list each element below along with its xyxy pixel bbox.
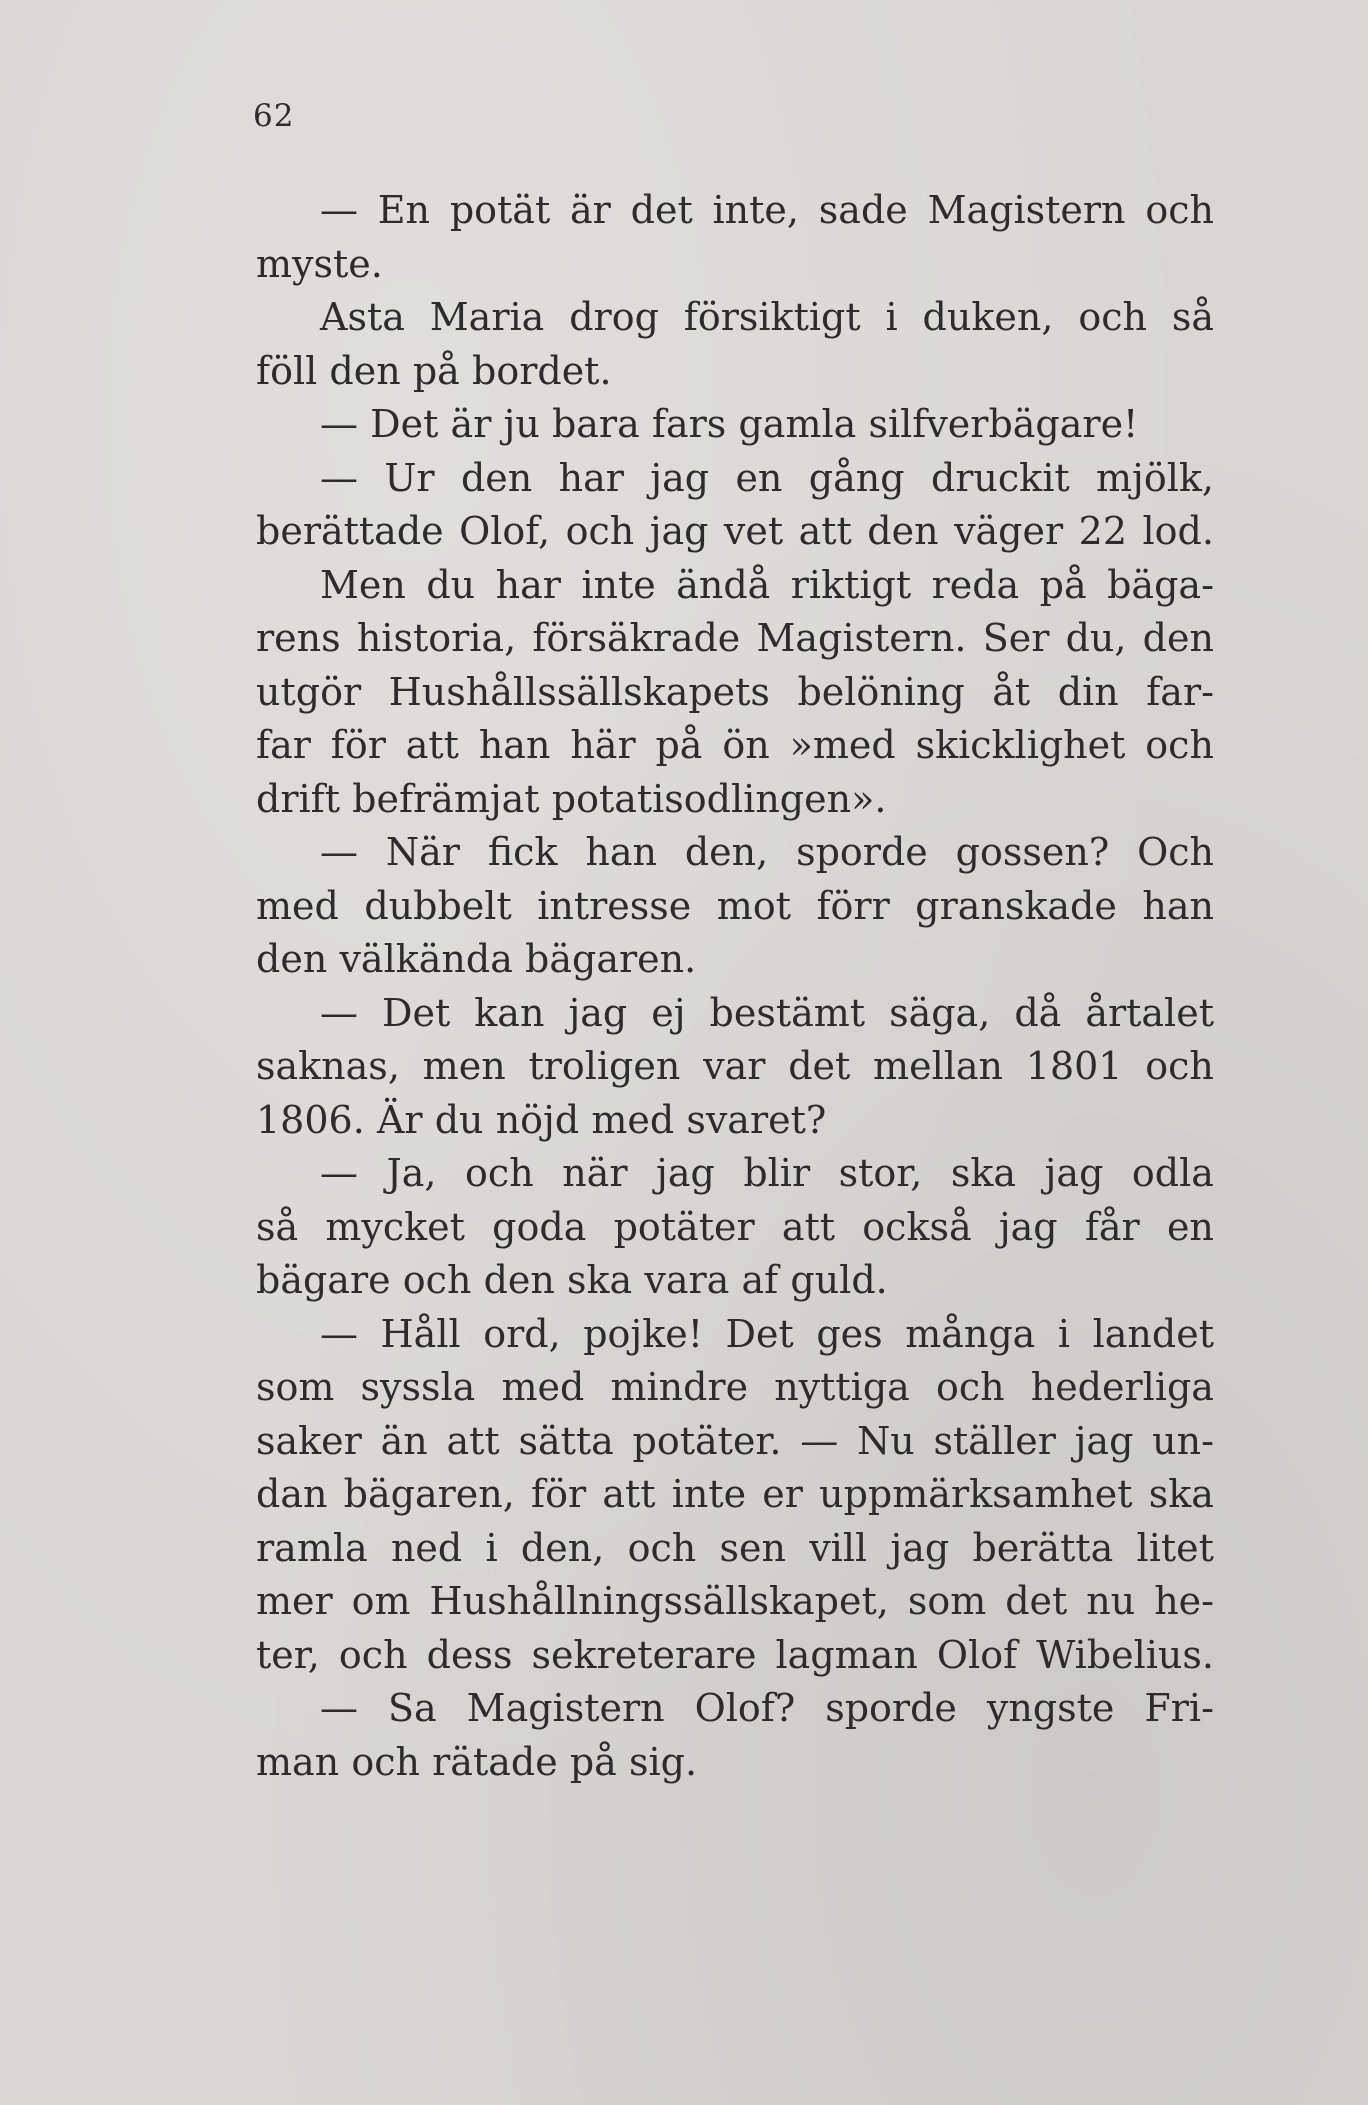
- word: i: [1057, 1311, 1071, 1356]
- word: ju: [503, 402, 540, 446]
- text-line: [256, 1682, 1214, 1736]
- word: Magistern: [927, 188, 1126, 232]
- word: Sa: [387, 1686, 437, 1730]
- word: saker: [256, 1418, 362, 1463]
- word: 22: [1078, 509, 1127, 553]
- word: mindre: [610, 1365, 749, 1409]
- word: han: [1142, 883, 1214, 928]
- text-line: [256, 666, 1214, 720]
- text-line: [256, 719, 1214, 773]
- word: försäkrade: [532, 616, 741, 660]
- word: och: [402, 1258, 472, 1302]
- text-line: [256, 1147, 1214, 1201]
- text-line: [256, 291, 1214, 345]
- word: på: [412, 348, 460, 393]
- word: välkända: [339, 937, 513, 981]
- word: Fri-: [1144, 1686, 1214, 1730]
- word: försiktigt: [683, 295, 861, 339]
- word: i: [885, 295, 898, 339]
- word: och: [1145, 1044, 1214, 1088]
- word: 1806.: [256, 1097, 365, 1142]
- word: att: [798, 509, 852, 553]
- word: När: [385, 830, 460, 874]
- word: och: [338, 1632, 408, 1677]
- word: nu: [1086, 1579, 1136, 1623]
- word: potäter: [613, 1204, 755, 1249]
- body-text: [256, 184, 1214, 1789]
- word: jag: [650, 455, 710, 500]
- word: bordet.: [472, 348, 612, 393]
- word: den: [1142, 616, 1214, 660]
- word: den,: [520, 1525, 605, 1570]
- word: din: [1057, 669, 1119, 714]
- word: fars: [651, 402, 727, 446]
- word: också: [862, 1204, 972, 1249]
- word: ter,: [256, 1632, 320, 1677]
- word: den,: [684, 830, 769, 874]
- text-line: [256, 1522, 1214, 1576]
- word: sätta: [518, 1418, 614, 1463]
- word: syssla: [360, 1365, 476, 1409]
- word: nöjd: [495, 1097, 580, 1142]
- word: för: [531, 1472, 587, 1516]
- word: så: [256, 1204, 299, 1249]
- word: ska: [950, 1151, 1017, 1195]
- word: och: [465, 1151, 534, 1195]
- word: inte: [581, 562, 656, 607]
- word: Olof: [936, 1632, 1018, 1677]
- word: potät: [449, 188, 551, 232]
- word: som: [907, 1579, 987, 1623]
- text-line: [256, 184, 1214, 238]
- word: lagman: [775, 1632, 918, 1677]
- word: far: [256, 723, 311, 767]
- word: ej: [651, 990, 686, 1035]
- word: bägaren,: [343, 1472, 515, 1516]
- word: förr: [816, 883, 890, 928]
- word: gång: [808, 455, 905, 500]
- word: Ur: [384, 455, 435, 500]
- word: reda: [931, 562, 1020, 607]
- word: jag: [890, 1525, 950, 1570]
- word: riktigt: [790, 562, 912, 607]
- word: Magistern: [466, 1686, 665, 1730]
- word: Hushållssällskapets: [388, 669, 770, 714]
- text-line: [256, 987, 1214, 1041]
- word: Maria: [429, 295, 545, 339]
- word: potäter.: [632, 1418, 782, 1463]
- word: mot: [716, 883, 791, 928]
- word: bägaren.: [525, 937, 697, 981]
- text-line: [256, 1094, 1214, 1148]
- word: 1801: [1025, 1044, 1123, 1088]
- word: och: [1078, 295, 1147, 339]
- word: Olof,: [459, 509, 551, 553]
- text-line: [256, 452, 1214, 506]
- word: jag: [656, 1151, 715, 1195]
- word: uppmärksamhet: [819, 1472, 1133, 1516]
- word: Hushållningssällskapet,: [429, 1579, 889, 1623]
- word: för: [330, 723, 386, 767]
- word: belöning: [797, 669, 965, 714]
- word: troligen: [528, 1044, 681, 1088]
- text-line: [256, 505, 1214, 559]
- word: skicklighet: [915, 723, 1126, 767]
- word: blir: [743, 1151, 811, 1195]
- word: men: [422, 1044, 506, 1088]
- word: här: [570, 723, 636, 767]
- word: —: [320, 830, 358, 874]
- text-line: [256, 612, 1214, 666]
- text-line: [256, 1040, 1214, 1094]
- word: sen: [719, 1525, 786, 1570]
- word: den: [256, 937, 328, 981]
- text-line: [256, 1736, 1214, 1790]
- word: jag: [649, 509, 709, 553]
- word: är: [450, 402, 492, 446]
- word: på: [1039, 562, 1087, 607]
- word: —: [320, 990, 358, 1035]
- word: det: [788, 1044, 851, 1088]
- word: berätta: [972, 1525, 1114, 1570]
- word: ned: [390, 1525, 463, 1570]
- word: goda: [492, 1204, 587, 1249]
- word: Magistern.: [756, 616, 967, 660]
- word: —: [320, 1311, 358, 1356]
- word: jag: [1044, 1151, 1104, 1195]
- word: silfverbägare!: [868, 402, 1139, 446]
- word: af: [741, 1258, 779, 1302]
- word: rätade: [432, 1739, 558, 1784]
- word: att: [781, 1204, 836, 1249]
- word: myste.: [256, 241, 383, 286]
- word: druckit: [930, 455, 1070, 500]
- word: ställer: [933, 1418, 1056, 1463]
- word: er: [762, 1472, 803, 1516]
- word: utgör: [256, 669, 362, 714]
- word: befrämjat: [352, 776, 540, 821]
- word: fick: [487, 830, 558, 874]
- word: »med: [789, 723, 896, 767]
- word: den: [329, 348, 401, 393]
- text-line: [256, 345, 1214, 399]
- word: vet: [723, 509, 784, 553]
- word: duken,: [922, 295, 1054, 339]
- word: det: [630, 188, 693, 232]
- word: drog: [569, 295, 659, 339]
- word: Ja,: [386, 1151, 437, 1195]
- word: granskade: [915, 883, 1117, 928]
- word: yngste: [986, 1686, 1115, 1730]
- word: det: [1005, 1579, 1068, 1623]
- word: inte,: [712, 188, 799, 232]
- word: sporde: [796, 830, 928, 874]
- word: att: [446, 1418, 500, 1463]
- word: årtalet: [1085, 990, 1214, 1035]
- word: guld.: [790, 1258, 888, 1302]
- word: Nu: [857, 1418, 915, 1463]
- word: lod.: [1142, 509, 1214, 553]
- word: stor,: [838, 1151, 923, 1195]
- word: Håll: [380, 1311, 461, 1356]
- word: bestämt: [709, 990, 866, 1035]
- text-line: [256, 1201, 1214, 1255]
- word: saknas,: [256, 1044, 400, 1088]
- word: bäga-: [1107, 562, 1214, 607]
- word: på: [655, 723, 703, 767]
- word: får: [1084, 1204, 1140, 1249]
- word: sig.: [628, 1739, 698, 1784]
- word: vara: [644, 1258, 730, 1302]
- word: drift: [256, 776, 340, 821]
- word: Det: [370, 402, 439, 446]
- word: sporde: [825, 1686, 957, 1730]
- word: jag: [568, 990, 628, 1035]
- word: sekreterare: [531, 1632, 757, 1677]
- word: var: [703, 1044, 766, 1088]
- word: den: [460, 455, 533, 500]
- word: Det: [725, 1311, 794, 1356]
- word: med: [501, 1365, 585, 1409]
- word: du,: [1065, 616, 1127, 660]
- word: dan: [256, 1472, 328, 1516]
- word: hederliga: [1030, 1365, 1214, 1409]
- word: nyttiga: [774, 1365, 910, 1409]
- word: ord,: [483, 1311, 561, 1356]
- word: Det: [382, 990, 451, 1035]
- word: gossen?: [955, 830, 1110, 874]
- word: —: [320, 455, 358, 500]
- word: berättade: [256, 509, 444, 553]
- word: svaret?: [686, 1097, 827, 1142]
- word: far-: [1146, 669, 1214, 714]
- word: än: [380, 1418, 428, 1463]
- word: —: [320, 402, 358, 446]
- word: Olof?: [694, 1686, 796, 1730]
- word: rens: [256, 616, 341, 660]
- text-line: [256, 398, 1214, 452]
- word: ön: [722, 723, 770, 767]
- word: föll: [256, 348, 318, 393]
- word: ska: [567, 1258, 633, 1302]
- word: säga,: [889, 990, 991, 1035]
- word: —: [320, 1686, 358, 1730]
- word: och: [351, 1739, 420, 1784]
- text-line: [256, 559, 1214, 613]
- text-line: [256, 1468, 1214, 1522]
- word: i: [485, 1525, 498, 1570]
- word: Asta: [320, 295, 405, 339]
- word: —: [800, 1418, 839, 1463]
- word: du: [434, 1097, 484, 1142]
- word: jag: [1074, 1418, 1134, 1463]
- word: åt: [992, 669, 1031, 714]
- word: ska: [1148, 1472, 1214, 1516]
- word: på: [569, 1739, 617, 1784]
- word: om: [351, 1579, 411, 1623]
- word: en: [1166, 1204, 1214, 1249]
- word: han: [585, 830, 657, 874]
- word: —: [320, 1151, 358, 1195]
- word: han: [478, 723, 551, 767]
- word: den: [483, 1258, 555, 1302]
- word: har: [558, 455, 624, 500]
- text-line: [256, 1308, 1214, 1362]
- word: och: [1145, 723, 1214, 767]
- word: med: [591, 1097, 675, 1142]
- word: pojke!: [583, 1311, 703, 1356]
- text-line: [256, 933, 1214, 987]
- word: har: [495, 562, 561, 607]
- word: Wibelius.: [1036, 1632, 1214, 1677]
- word: ges: [816, 1311, 883, 1356]
- word: och: [1145, 188, 1214, 232]
- word: när: [562, 1151, 628, 1195]
- word: vill: [809, 1525, 868, 1570]
- word: att: [602, 1472, 656, 1516]
- word: mer: [256, 1579, 333, 1623]
- word: du: [426, 562, 476, 607]
- word: att: [405, 723, 459, 767]
- word: gamla: [738, 402, 857, 446]
- word: landet: [1092, 1311, 1214, 1356]
- text-line: [256, 1415, 1214, 1469]
- text-line: [256, 1629, 1214, 1683]
- text-line: [256, 880, 1214, 934]
- word: —: [320, 188, 358, 232]
- word: odla: [1131, 1151, 1214, 1195]
- word: dess: [426, 1632, 513, 1677]
- word: litet: [1136, 1525, 1214, 1570]
- word: ramla: [256, 1525, 368, 1570]
- text-line: [256, 826, 1214, 880]
- word: mycket: [325, 1204, 465, 1249]
- word: så: [1171, 295, 1214, 339]
- word: bara: [551, 402, 640, 446]
- word: mellan: [873, 1044, 1004, 1088]
- word: och: [627, 1525, 697, 1570]
- text-line: [256, 773, 1214, 827]
- word: inte: [671, 1472, 747, 1516]
- word: en: [735, 455, 783, 500]
- word: den: [867, 509, 939, 553]
- word: mjölk,: [1096, 455, 1214, 500]
- text-line: [256, 1575, 1214, 1629]
- word: väger: [954, 509, 1064, 553]
- word: intresse: [537, 883, 692, 928]
- word: kan: [474, 990, 545, 1035]
- word: un-: [1152, 1418, 1214, 1463]
- word: Är: [376, 1097, 423, 1142]
- word: Och: [1137, 830, 1214, 874]
- word: med: [256, 883, 339, 928]
- word: historia,: [356, 616, 517, 660]
- word: som: [256, 1365, 335, 1409]
- word: dubbelt: [364, 883, 512, 928]
- text-line: [256, 1254, 1214, 1308]
- word: jag: [998, 1204, 1058, 1249]
- word: bägare: [256, 1258, 391, 1302]
- word: En: [377, 188, 431, 232]
- word: och: [565, 509, 635, 553]
- word: Men: [320, 562, 406, 607]
- word: då: [1014, 990, 1062, 1035]
- word: är: [570, 188, 611, 232]
- word: potatisodlingen».: [551, 776, 887, 821]
- page-number: 62: [253, 98, 295, 134]
- word: och: [935, 1365, 1005, 1409]
- word: sade: [818, 188, 908, 232]
- word: många: [905, 1311, 1036, 1356]
- word: man: [256, 1739, 340, 1784]
- word: ändå: [676, 562, 771, 607]
- text-line: [256, 238, 1214, 292]
- text-line: [256, 1361, 1214, 1415]
- word: Ser: [982, 616, 1050, 660]
- word: he-: [1154, 1579, 1214, 1623]
